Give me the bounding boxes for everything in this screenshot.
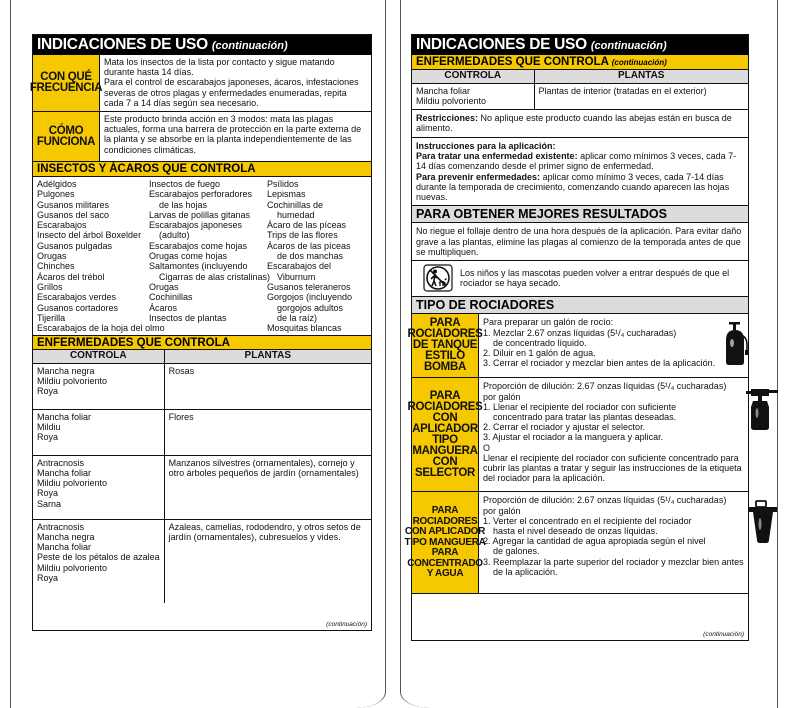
frecuencia-tag: CON QUÉ FRECUENCIA — [33, 55, 100, 111]
right-title-sub: (continuación) — [590, 40, 667, 52]
controla-cell: Mancha foliar Mildiu polvoriento — [416, 85, 487, 106]
right-title — [412, 35, 748, 55]
controla-cell: Antracnosis Mancha negra Mancha foliar Peste de los pétalos de azalea Mildiu polvoriento Roya — [37, 521, 160, 583]
sprayer-text-1: Para preparar un galón de rocío: 1. Mezclar 2.67 onzas líquidas (5¹/₄ cucharadas) de concentrado líquido. 2. Diluir en 1 galón de agua. 3. Cerrar el rociador y mezclar bien antes de la aplicación. — [483, 317, 716, 369]
mejores-text: No riegue el follaje dentro de una hora después de la aplicación. Para evitar daño grave a las plantas, elimine las plagas al comienzo de la temporada antes de que se multipliquen. — [412, 223, 748, 261]
tipo-header: TIPO DE ROCIADORES — [412, 297, 748, 314]
restricciones-text: No aplique este producto cuando las abejas están en busca de alimento. — [416, 113, 732, 134]
existente-label: Para tratar una enfermedad existente: — [416, 150, 578, 161]
plantas-cell: Rosas — [164, 363, 371, 409]
continuation-note-left: (continuación) — [326, 621, 367, 628]
controla-cell: Antracnosis Mancha foliar Mildiu polvoriento Roya Sarna — [33, 455, 164, 519]
frecuencia-row — [29, 55, 371, 112]
plantas-cell: Flores — [164, 409, 371, 455]
diseases-header-right-text: ENFERMEDADES QUE CONTROLA — [416, 56, 609, 68]
right-panel — [404, 34, 749, 641]
pump-sprayer-icon — [715, 317, 755, 375]
funciona-tag: CÓMO FUNCIONA — [33, 112, 100, 161]
existente-text: aplicar como mínimos 3 veces, cada 7-14 días comenzando desde el primer signo de enfermedad. — [416, 150, 737, 172]
left-title — [33, 35, 371, 55]
table-row — [33, 409, 371, 455]
insects-list — [33, 177, 371, 335]
table-row — [33, 363, 371, 409]
funciona-row — [33, 112, 371, 162]
diseases-header-right — [412, 55, 748, 70]
insects-column-1: Adélgidos Pulgones Gusanos militares Gusanos del saco Escarabajos Insecto del árbol Boxelder Gusanos pulgadas Orugas Chinches Ácaros del trébol Grillos Escarabajos verdes Gusanos cortadores Tijerilla Escarabajos de la hoja del olmo — [37, 179, 165, 334]
left-title-sub: (continuación) — [211, 40, 288, 52]
plantas-cell: Manzanos silvestres (ornamentales), cornejo y otro árboles pequeños de jardín (ornamentales) — [164, 455, 371, 519]
restricciones-block — [412, 110, 748, 138]
col-controla-right: CONTROLA — [412, 70, 534, 83]
prevenir-label: Para prevenir enfermedades: — [416, 171, 541, 182]
hose-sprayer-selector-icon — [742, 381, 782, 489]
instrucciones-label: Instrucciones para la aplicación: — [416, 140, 556, 151]
sprayer-text-3: Proporción de dilución: 2.67 onzas líquidas (5¹/₄ cucharadas) por galón 1. Verter el concentrado en el recipiente del rociador hasta el nivel deseado de onzas líquidas. 2. Agregar la cantidad de agua apropiada según el nivel de galones. 3. Reemplazar la parte superior del rociador y mezclar bien antes de la aplicación. — [483, 495, 744, 577]
frecuencia-text: Mata los insectos de la lista por contacto y sigue matando durante hasta 14 días. Para el control de escarabajos japoneses, ácaros, infestaciones severas de otros plagas y enfermedades enumeradas, repita cada 7 a 14 días según sea necesario. — [104, 57, 359, 108]
col-controla-left: CONTROLA — [33, 350, 164, 363]
sprayer-tag-1: PARA ROCIADORES DE TANQUE ESTILO BOMBA — [412, 314, 479, 377]
sprayer-text-2: Proporción de dilución: 2.67 onzas líquidas (5¹/₄ cucharadas) por galón 1. Llenar el recipiente del rociador con suficiente concentrado para tratar las plantas deseadas. 2. Cerrar el rociador y ajustar el selector. 3. Ajustar el rociador a la manguera y aplicar. O Llenar el recipiente del rociador con suficiente concentrado para cubrir las plantas a tratar y seguir las instrucciones de la etiqueta del rociador para la aplicación. — [483, 381, 742, 484]
ninos-text: Los niños y las mascotas pueden volver a entrar después de que el rociador se haya secado. — [460, 268, 730, 289]
sprayer-row-1 — [407, 314, 748, 378]
insects-column-2: Insectos de fuego Escarabajos perforadores de las hojas Larvas de polillas gitanas Escarabajos japoneses (adulto) Escarabajos come hojas Orugas come hojas Saltamontes (incluyendo Cigarras de alas cristalinas) Orugas Cochinillas Ácaros Insectos de plantas — [149, 179, 271, 323]
table-row — [412, 83, 748, 110]
sprayer-row-2 — [407, 378, 748, 492]
plantas-cell: Azaleas, camelias, rododendro, y otros setos de jardín (ornamentales), cubresuelos y vides. — [164, 519, 371, 603]
continuation-note-right: (continuación) — [703, 631, 744, 638]
hose-sprayer-concentrate-icon — [744, 495, 784, 591]
controla-cell: Mancha negra Mildiu polvoriento Roya — [33, 363, 164, 409]
instrucciones-block — [412, 138, 748, 207]
diseases-header-right-sub: (continuación) — [611, 58, 667, 67]
controla-cell: Mancha foliar Mildiu Roya — [33, 409, 164, 455]
insects-column-3: Psílidos Lepismas Cochinillas de humedad Ácaro de las píceas Trips de las flores Ácaros de las píceas de dos manchas Escarabajos del Viburnum Gusanos teleraneros Gorgojos (incluyendo gorgojos adultos de la raíz) Mosquitas blancas — [267, 179, 353, 334]
sprayer-tag-3: PARA ROCIADORES CON APLICADOR TIPO MANGUERA PARA CONCENTRADO Y AGUA — [412, 492, 479, 593]
mejores-header: PARA OBTENER MEJORES RESULTADOS — [412, 206, 748, 223]
sprayer-tag-2: PARA ROCIADORES CON APLICADOR TIPO MANGUERA CON SELECTOR — [412, 378, 479, 491]
left-title-text: INDICACIONES DE USO — [37, 36, 208, 53]
diseases-table-right — [412, 70, 748, 110]
diseases-table-left — [33, 350, 371, 603]
prevenir-text: aplicar como mínimo 3 veces, cada 7-14 días durante la temporada de crecimiento, comenzando cuando aparecen las hojas nuevas. — [416, 171, 730, 203]
no-entry-children-pets-icon — [416, 264, 460, 292]
ninos-block — [412, 261, 748, 297]
plantas-cell: Plantas de interior (tratadas en el exterior) — [534, 83, 748, 110]
left-panel — [29, 34, 372, 631]
table-row — [33, 519, 371, 603]
insects-header: INSECTOS Y ÁCAROS QUE CONTROLA — [33, 162, 371, 177]
col-plantas-right: PLANTAS — [534, 70, 748, 83]
table-row — [33, 455, 371, 519]
diseases-header-left: ENFERMEDADES QUE CONTROLA — [33, 335, 371, 350]
right-title-text: INDICACIONES DE USO — [416, 36, 587, 53]
restricciones-label: Restricciones: — [416, 113, 479, 124]
funciona-text: Este producto brinda acción en 3 modos: mata las plagas actuales, forma una barrera de protección en la parte externa de la planta y se absorbe en la planta independientemente de las condiciones climáticas. — [104, 114, 362, 155]
sprayer-row-3 — [404, 492, 748, 594]
col-plantas-left: PLANTAS — [164, 350, 371, 363]
